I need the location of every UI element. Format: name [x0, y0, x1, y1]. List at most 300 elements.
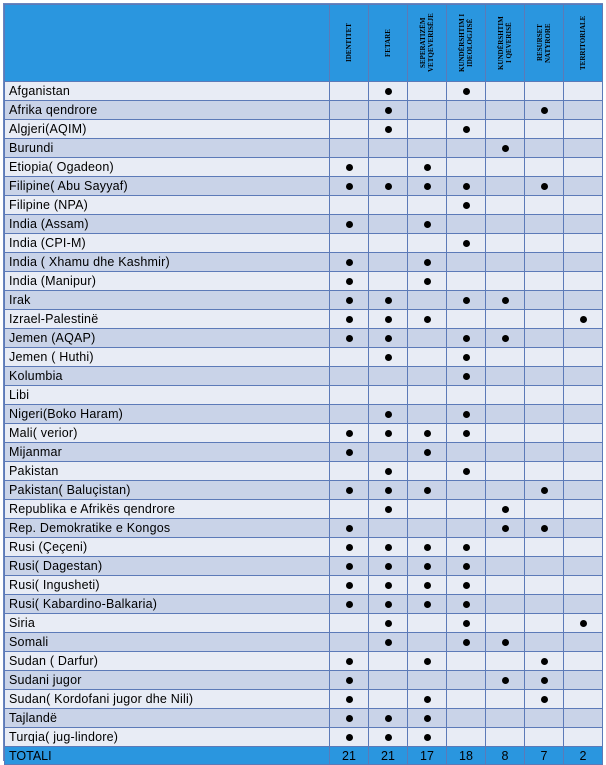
mark-cell	[369, 139, 408, 158]
table-row	[5, 614, 603, 633]
country-name: India (CPI-M)	[5, 234, 330, 253]
mark-cell	[408, 500, 447, 519]
mark-cell	[525, 671, 564, 690]
bullet-dot-icon	[346, 430, 353, 437]
country-name: Nigeri(Boko Haram)	[5, 405, 330, 424]
mark-cell	[447, 139, 486, 158]
table-row	[5, 405, 603, 424]
mark-cell	[330, 500, 369, 519]
mark-cell	[564, 557, 603, 576]
mark-cell	[525, 101, 564, 120]
country-name: Mijanmar	[5, 443, 330, 462]
country-name: Burundi	[5, 139, 330, 158]
mark-cell	[564, 538, 603, 557]
mark-cell	[486, 329, 525, 348]
totals-label: TOTALI	[5, 747, 330, 765]
mark-cell	[447, 690, 486, 709]
mark-cell	[369, 614, 408, 633]
mark-cell	[447, 614, 486, 633]
table-row	[5, 329, 603, 348]
bullet-dot-icon	[385, 487, 392, 494]
mark-cell	[447, 101, 486, 120]
mark-cell	[525, 690, 564, 709]
table-row	[5, 272, 603, 291]
bullet-dot-icon	[541, 658, 548, 665]
mark-cell	[447, 196, 486, 215]
country-name: Jemen ( Huthi)	[5, 348, 330, 367]
mark-cell	[330, 443, 369, 462]
mark-cell	[486, 728, 525, 747]
mark-cell	[408, 82, 447, 101]
mark-cell	[525, 519, 564, 538]
mark-cell	[330, 519, 369, 538]
mark-cell	[330, 101, 369, 120]
mark-cell	[486, 557, 525, 576]
mark-cell	[330, 215, 369, 234]
bullet-dot-icon	[385, 734, 392, 741]
table-row	[5, 443, 603, 462]
header-ideologji: KUNDËRSHTIM I IDEOLOGJISË	[447, 5, 486, 82]
mark-cell	[447, 310, 486, 329]
mark-cell	[369, 367, 408, 386]
bullet-dot-icon	[424, 164, 431, 171]
mark-cell	[330, 139, 369, 158]
table-row	[5, 291, 603, 310]
total-separatizem: 17	[408, 747, 447, 765]
mark-cell	[369, 177, 408, 196]
mark-cell	[525, 234, 564, 253]
mark-cell	[486, 576, 525, 595]
mark-cell	[408, 652, 447, 671]
bullet-dot-icon	[502, 335, 509, 342]
bullet-dot-icon	[463, 544, 470, 551]
mark-cell	[447, 557, 486, 576]
bullet-dot-icon	[385, 715, 392, 722]
mark-cell	[564, 310, 603, 329]
mark-cell	[486, 709, 525, 728]
mark-cell	[408, 386, 447, 405]
country-name: Sudani jugor	[5, 671, 330, 690]
mark-cell	[486, 633, 525, 652]
header-corner-cell	[5, 5, 330, 82]
bullet-dot-icon	[346, 544, 353, 551]
mark-cell	[525, 462, 564, 481]
mark-cell	[564, 291, 603, 310]
bullet-dot-icon	[424, 582, 431, 589]
mark-cell	[408, 215, 447, 234]
mark-cell	[408, 633, 447, 652]
mark-cell	[330, 595, 369, 614]
mark-cell	[369, 500, 408, 519]
mark-cell	[447, 367, 486, 386]
mark-cell	[408, 196, 447, 215]
mark-cell	[369, 481, 408, 500]
mark-cell	[564, 367, 603, 386]
mark-cell	[486, 310, 525, 329]
mark-cell	[408, 576, 447, 595]
bullet-dot-icon	[463, 335, 470, 342]
mark-cell	[330, 481, 369, 500]
total-identitet: 21	[330, 747, 369, 765]
bullet-dot-icon	[424, 487, 431, 494]
mark-cell	[447, 595, 486, 614]
mark-cell	[564, 234, 603, 253]
mark-cell	[369, 386, 408, 405]
country-name: Afrika qendrore	[5, 101, 330, 120]
table-row	[5, 595, 603, 614]
bullet-dot-icon	[424, 221, 431, 228]
mark-cell	[408, 139, 447, 158]
mark-cell	[408, 101, 447, 120]
bullet-dot-icon	[346, 658, 353, 665]
mark-cell	[486, 519, 525, 538]
mark-cell	[369, 101, 408, 120]
mark-cell	[564, 386, 603, 405]
bullet-dot-icon	[580, 620, 587, 627]
bullet-dot-icon	[346, 696, 353, 703]
table-body	[5, 82, 603, 747]
bullet-dot-icon	[346, 164, 353, 171]
mark-cell	[408, 424, 447, 443]
table-row	[5, 538, 603, 557]
mark-cell	[486, 215, 525, 234]
table-row	[5, 234, 603, 253]
mark-cell	[330, 82, 369, 101]
bullet-dot-icon	[385, 354, 392, 361]
table-row	[5, 481, 603, 500]
mark-cell	[369, 671, 408, 690]
mark-cell	[369, 253, 408, 272]
mark-cell	[486, 462, 525, 481]
bullet-dot-icon	[346, 297, 353, 304]
mark-cell	[369, 462, 408, 481]
country-name: Filipine (NPA)	[5, 196, 330, 215]
mark-cell	[330, 671, 369, 690]
mark-cell	[486, 481, 525, 500]
table-row	[5, 557, 603, 576]
mark-cell	[486, 614, 525, 633]
total-ideologji: 18	[447, 747, 486, 765]
table-row	[5, 139, 603, 158]
mark-cell	[330, 709, 369, 728]
mark-cell	[447, 234, 486, 253]
table-row	[5, 690, 603, 709]
mark-cell	[330, 367, 369, 386]
country-name: Rusi (Çeçeni)	[5, 538, 330, 557]
mark-cell	[369, 595, 408, 614]
mark-cell	[330, 291, 369, 310]
bullet-dot-icon	[463, 202, 470, 209]
country-name: Rusi( Kabardino-Balkaria)	[5, 595, 330, 614]
bullet-dot-icon	[463, 582, 470, 589]
mark-cell	[564, 728, 603, 747]
mark-cell	[564, 652, 603, 671]
mark-cell	[408, 329, 447, 348]
mark-cell	[408, 443, 447, 462]
mark-cell	[564, 158, 603, 177]
mark-cell	[525, 709, 564, 728]
mark-cell	[447, 348, 486, 367]
mark-cell	[486, 671, 525, 690]
mark-cell	[447, 177, 486, 196]
table-row	[5, 671, 603, 690]
header-resurse: RESURSET NATYRORE	[525, 5, 564, 82]
total-fetare: 21	[369, 747, 408, 765]
mark-cell	[564, 462, 603, 481]
table-row	[5, 215, 603, 234]
bullet-dot-icon	[463, 240, 470, 247]
bullet-dot-icon	[424, 696, 431, 703]
mark-cell	[330, 728, 369, 747]
bullet-dot-icon	[541, 677, 548, 684]
bullet-dot-icon	[424, 544, 431, 551]
mark-cell	[525, 82, 564, 101]
mark-cell	[330, 158, 369, 177]
mark-cell	[564, 272, 603, 291]
country-name: Izrael-Palestinë	[5, 310, 330, 329]
bullet-dot-icon	[385, 639, 392, 646]
mark-cell	[525, 348, 564, 367]
country-name: India (Manipur)	[5, 272, 330, 291]
bullet-dot-icon	[346, 715, 353, 722]
bullet-dot-icon	[463, 88, 470, 95]
bullet-dot-icon	[463, 126, 470, 133]
mark-cell	[369, 82, 408, 101]
mark-cell	[525, 158, 564, 177]
mark-cell	[369, 310, 408, 329]
mark-cell	[486, 443, 525, 462]
mark-cell	[330, 557, 369, 576]
mark-cell	[486, 196, 525, 215]
mark-cell	[369, 690, 408, 709]
mark-cell	[525, 424, 564, 443]
mark-cell	[525, 443, 564, 462]
mark-cell	[369, 728, 408, 747]
mark-cell	[564, 215, 603, 234]
bullet-dot-icon	[424, 734, 431, 741]
table-row	[5, 120, 603, 139]
bullet-dot-icon	[424, 449, 431, 456]
mark-cell	[447, 120, 486, 139]
mark-cell	[486, 348, 525, 367]
mark-cell	[369, 196, 408, 215]
table-row	[5, 253, 603, 272]
bullet-dot-icon	[502, 506, 509, 513]
bullet-dot-icon	[385, 297, 392, 304]
table-row	[5, 728, 603, 747]
mark-cell	[447, 633, 486, 652]
mark-cell	[447, 329, 486, 348]
bullet-dot-icon	[346, 221, 353, 228]
mark-cell	[369, 557, 408, 576]
mark-cell	[525, 253, 564, 272]
country-name: Jemen (AQAP)	[5, 329, 330, 348]
country-name: Etiopia( Ogadeon)	[5, 158, 330, 177]
mark-cell	[369, 215, 408, 234]
mark-cell	[330, 424, 369, 443]
mark-cell	[408, 728, 447, 747]
mark-cell	[408, 120, 447, 139]
country-name: Turqia( jug-lindore)	[5, 728, 330, 747]
mark-cell	[447, 291, 486, 310]
bullet-dot-icon	[346, 335, 353, 342]
mark-cell	[369, 120, 408, 139]
bullet-dot-icon	[424, 278, 431, 285]
mark-cell	[369, 576, 408, 595]
mark-cell	[486, 405, 525, 424]
mark-cell	[564, 443, 603, 462]
mark-cell	[408, 595, 447, 614]
mark-cell	[486, 177, 525, 196]
mark-cell	[564, 139, 603, 158]
mark-cell	[447, 253, 486, 272]
mark-cell	[330, 614, 369, 633]
bullet-dot-icon	[346, 734, 353, 741]
country-name: Pakistan( Baluçistan)	[5, 481, 330, 500]
mark-cell	[447, 709, 486, 728]
mark-cell	[330, 348, 369, 367]
mark-cell	[486, 652, 525, 671]
mark-cell	[447, 405, 486, 424]
mark-cell	[525, 310, 564, 329]
mark-cell	[447, 481, 486, 500]
mark-cell	[486, 367, 525, 386]
country-name: Republika e Afrikës qendrore	[5, 500, 330, 519]
table-row	[5, 196, 603, 215]
mark-cell	[369, 234, 408, 253]
mark-cell	[525, 367, 564, 386]
bullet-dot-icon	[385, 506, 392, 513]
mark-cell	[525, 196, 564, 215]
mark-cell	[369, 272, 408, 291]
bullet-dot-icon	[424, 259, 431, 266]
bullet-dot-icon	[541, 696, 548, 703]
mark-cell	[369, 329, 408, 348]
table-row	[5, 177, 603, 196]
bullet-dot-icon	[346, 449, 353, 456]
mark-cell	[525, 481, 564, 500]
country-name: Mali( verior)	[5, 424, 330, 443]
bullet-dot-icon	[385, 468, 392, 475]
mark-cell	[486, 291, 525, 310]
mark-cell	[525, 405, 564, 424]
country-name: Afganistan	[5, 82, 330, 101]
bullet-dot-icon	[463, 373, 470, 380]
mark-cell	[408, 538, 447, 557]
country-name: Algjeri(AQIM)	[5, 120, 330, 139]
header-separatizem: SEPERATIZËM VETQEVERISËJE	[408, 5, 447, 82]
mark-cell	[525, 120, 564, 139]
mark-cell	[408, 310, 447, 329]
bullet-dot-icon	[502, 639, 509, 646]
bullet-dot-icon	[385, 620, 392, 627]
bullet-dot-icon	[346, 278, 353, 285]
mark-cell	[408, 405, 447, 424]
table-row	[5, 386, 603, 405]
mark-cell	[408, 234, 447, 253]
bullet-dot-icon	[502, 297, 509, 304]
table-row	[5, 519, 603, 538]
mark-cell	[486, 386, 525, 405]
mark-cell	[525, 595, 564, 614]
mark-cell	[330, 462, 369, 481]
mark-cell	[525, 652, 564, 671]
mark-cell	[408, 481, 447, 500]
table-row	[5, 82, 603, 101]
mark-cell	[369, 158, 408, 177]
mark-cell	[525, 386, 564, 405]
bullet-dot-icon	[385, 411, 392, 418]
mark-cell	[564, 424, 603, 443]
bullet-dot-icon	[346, 316, 353, 323]
country-name: Irak	[5, 291, 330, 310]
country-name: India (Assam)	[5, 215, 330, 234]
mark-cell	[525, 538, 564, 557]
mark-cell	[369, 291, 408, 310]
mark-cell	[564, 177, 603, 196]
mark-cell	[447, 728, 486, 747]
mark-cell	[564, 82, 603, 101]
country-name: Siria	[5, 614, 330, 633]
table-row	[5, 633, 603, 652]
country-name: Rusi( Ingusheti)	[5, 576, 330, 595]
mark-cell	[564, 253, 603, 272]
bullet-dot-icon	[463, 183, 470, 190]
mark-cell	[564, 595, 603, 614]
mark-cell	[447, 82, 486, 101]
bullet-dot-icon	[385, 126, 392, 133]
bullet-dot-icon	[346, 525, 353, 532]
mark-cell	[369, 405, 408, 424]
country-name: Tajlandë	[5, 709, 330, 728]
mark-cell	[486, 538, 525, 557]
country-name: Rep. Demokratike e Kongos	[5, 519, 330, 538]
mark-cell	[369, 652, 408, 671]
mark-cell	[447, 538, 486, 557]
mark-cell	[447, 519, 486, 538]
mark-cell	[564, 500, 603, 519]
mark-cell	[525, 614, 564, 633]
mark-cell	[447, 443, 486, 462]
conflict-causes-table	[4, 4, 603, 765]
country-name: Somali	[5, 633, 330, 652]
total-qeveri: 8	[486, 747, 525, 765]
bullet-dot-icon	[424, 430, 431, 437]
mark-cell	[408, 519, 447, 538]
mark-cell	[330, 177, 369, 196]
bullet-dot-icon	[346, 563, 353, 570]
bullet-dot-icon	[346, 183, 353, 190]
bullet-dot-icon	[385, 563, 392, 570]
mark-cell	[525, 215, 564, 234]
mark-cell	[564, 101, 603, 120]
mark-cell	[330, 272, 369, 291]
mark-cell	[486, 253, 525, 272]
bullet-dot-icon	[541, 487, 548, 494]
mark-cell	[369, 633, 408, 652]
mark-cell	[408, 348, 447, 367]
mark-cell	[330, 120, 369, 139]
mark-cell	[408, 272, 447, 291]
mark-cell	[564, 690, 603, 709]
mark-cell	[447, 424, 486, 443]
mark-cell	[564, 348, 603, 367]
mark-cell	[486, 595, 525, 614]
bullet-dot-icon	[385, 107, 392, 114]
bullet-dot-icon	[502, 677, 509, 684]
mark-cell	[564, 519, 603, 538]
bullet-dot-icon	[424, 563, 431, 570]
